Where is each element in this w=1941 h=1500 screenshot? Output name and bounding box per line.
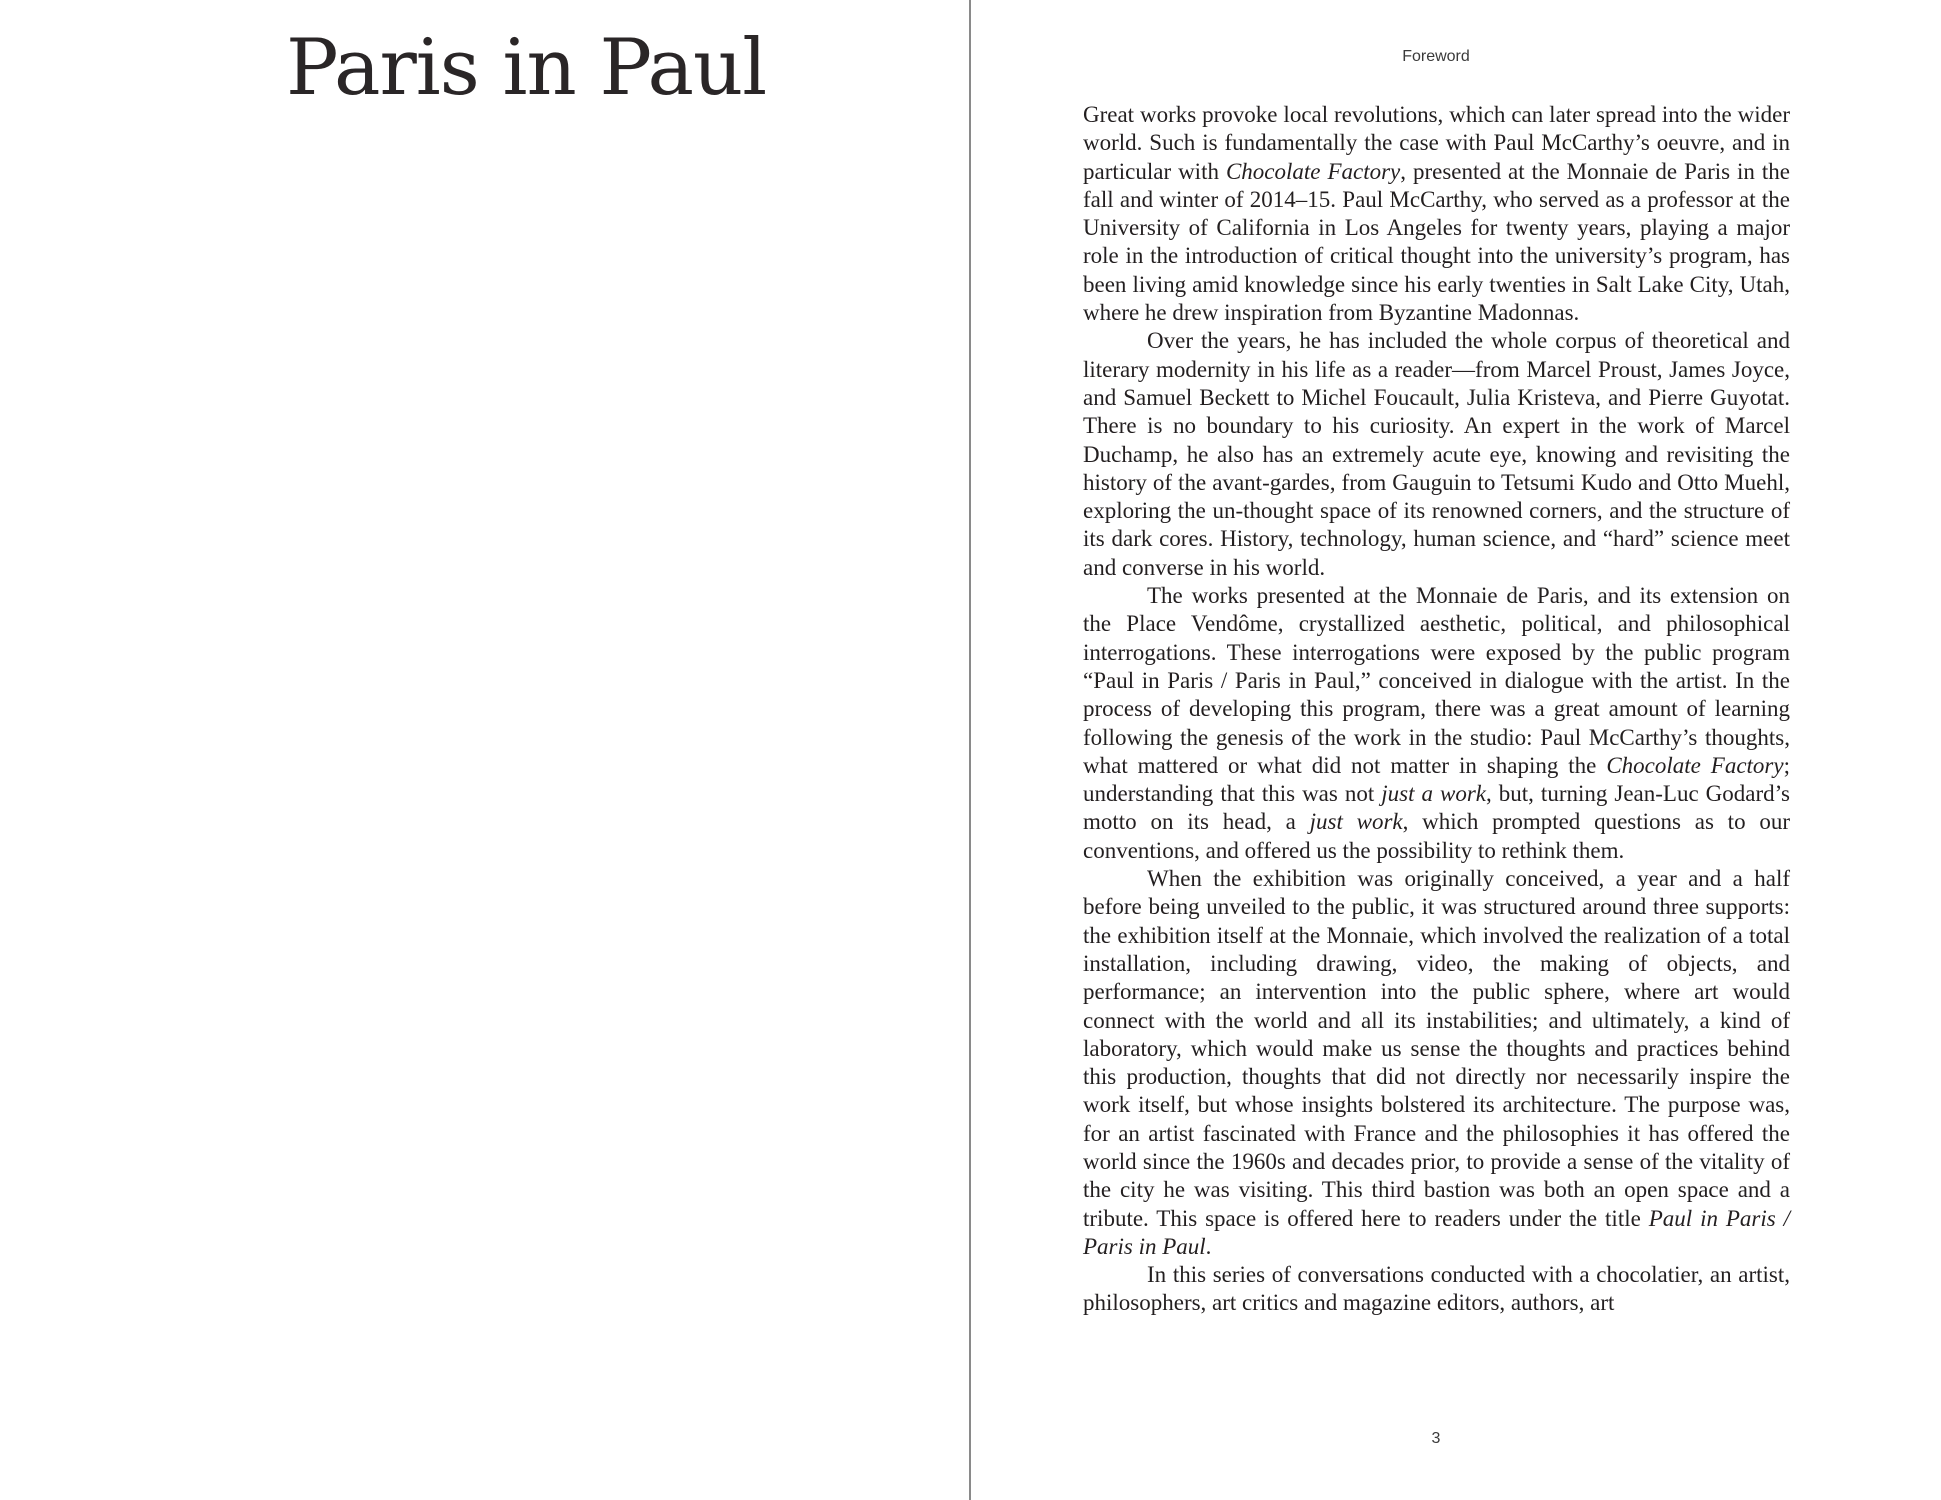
foreword-body <box>1083 101 1790 1318</box>
text-run: Great works provoke local revolutions, which can later spread into the wider world. Such is fundamentally the case with Paul McCarthy’s oeuvre, and in particular with <box>1083 102 1790 184</box>
italic-text-run: Paul in Paris / Paris in Paul <box>1083 1205 1790 1259</box>
text-run: . <box>1205 1233 1212 1259</box>
book-title: Paris in Paul <box>286 23 767 113</box>
page-number: 3 <box>1431 1430 1441 1447</box>
paragraph-2 <box>1083 327 1790 582</box>
running-head: Foreword <box>1402 48 1470 65</box>
left-page <box>0 0 970 1500</box>
paragraph-3 <box>1083 582 1790 865</box>
text-run: In this series of conversations conducted with a chocolatier, an artist, philosophers, art critics and magazine editors, authors, art <box>1083 1262 1790 1316</box>
text-run: The works presented at the Monnaie de Paris, and its extension on the Place Vendôme, crystallized aesthetic, political, and philosophical interrogations. These interrogations were exposed by the public program “Paul in Paris / Paris in Paul,” conceived in dialogue with the artist. In the process of developing this program, there was a great amount of learning following the genesis of the work in the studio: Paul McCarthy’s thoughts, what mattered or what did not matter in shaping the <box>1083 583 1790 778</box>
right-page <box>971 0 1941 1500</box>
text-run: , but, turning Jean-Luc Godard’s motto on its head, a <box>1083 781 1790 835</box>
paragraph-4 <box>1083 865 1790 1261</box>
italic-text-run: just a work <box>1381 781 1487 807</box>
italic-text-run: just work <box>1309 809 1403 835</box>
text-run: Over the years, he has included the whole corpus of theoretical and literary modernity in his life as a reader—from Marcel Proust, James Joyce, and Samuel Beckett to Michel Foucault, Julia Kristeva, and Pierre Guyotat. There is no boundary to his curiosity. An expert in the work of Marcel Duchamp, he also has an extremely acute eye, knowing and revisiting the history of the avant-gardes, from Gauguin to Tetsumi Kudo and Otto Muehl, exploring the un-thought space of its renowned corners, and the structure of its dark cores. History, technology, human science, and “hard” science meet and converse in his world. <box>1083 328 1790 580</box>
paragraph-5 <box>1083 1261 1790 1318</box>
text-run: When the exhibition was originally conceived, a year and a half before being unveiled to the public, it was structured around three supports: the exhibition itself at the Monnaie, which involved the realization of a total installation, including drawing, video, the making of objects, and performance; an intervention into the public sphere, where art would connect with the world and all its instabilities; and ultimately, a kind of laboratory, which would make us sense the thoughts and practices behind this production, thoughts that did not directly nor necessarily inspire the work itself, but whose insights bolstered its architecture. The purpose was, for an artist fascinated with France and the philosophies it has offered the world since the 1960s and decades prior, to provide a sense of the vitality of the city he was visiting. This third bastion was both an open space and a tribute. This space is offered here to readers under the title <box>1083 866 1790 1231</box>
italic-text-run: Chocolate Factory <box>1225 158 1401 184</box>
paragraph-1 <box>1083 101 1790 327</box>
text-run: , presented at the Monnaie de Paris in the fall and winter of 2014–15. Paul McCarthy, who served as a professor at the University of California in Los Angeles for twenty years, playing a major role in the introduction of critical thought into the university’s program, has been living amid knowledge since his early twenties in Salt Lake City, Utah, where he drew inspiration from Byzantine Madonnas. <box>1083 158 1790 326</box>
text-run: , which prompted questions as to our conventions, and offered us the possibility to rethink them. <box>1083 809 1790 863</box>
italic-text-run: Chocolate Factory <box>1606 752 1784 778</box>
text-run: ; understanding that this was not <box>1083 752 1790 807</box>
